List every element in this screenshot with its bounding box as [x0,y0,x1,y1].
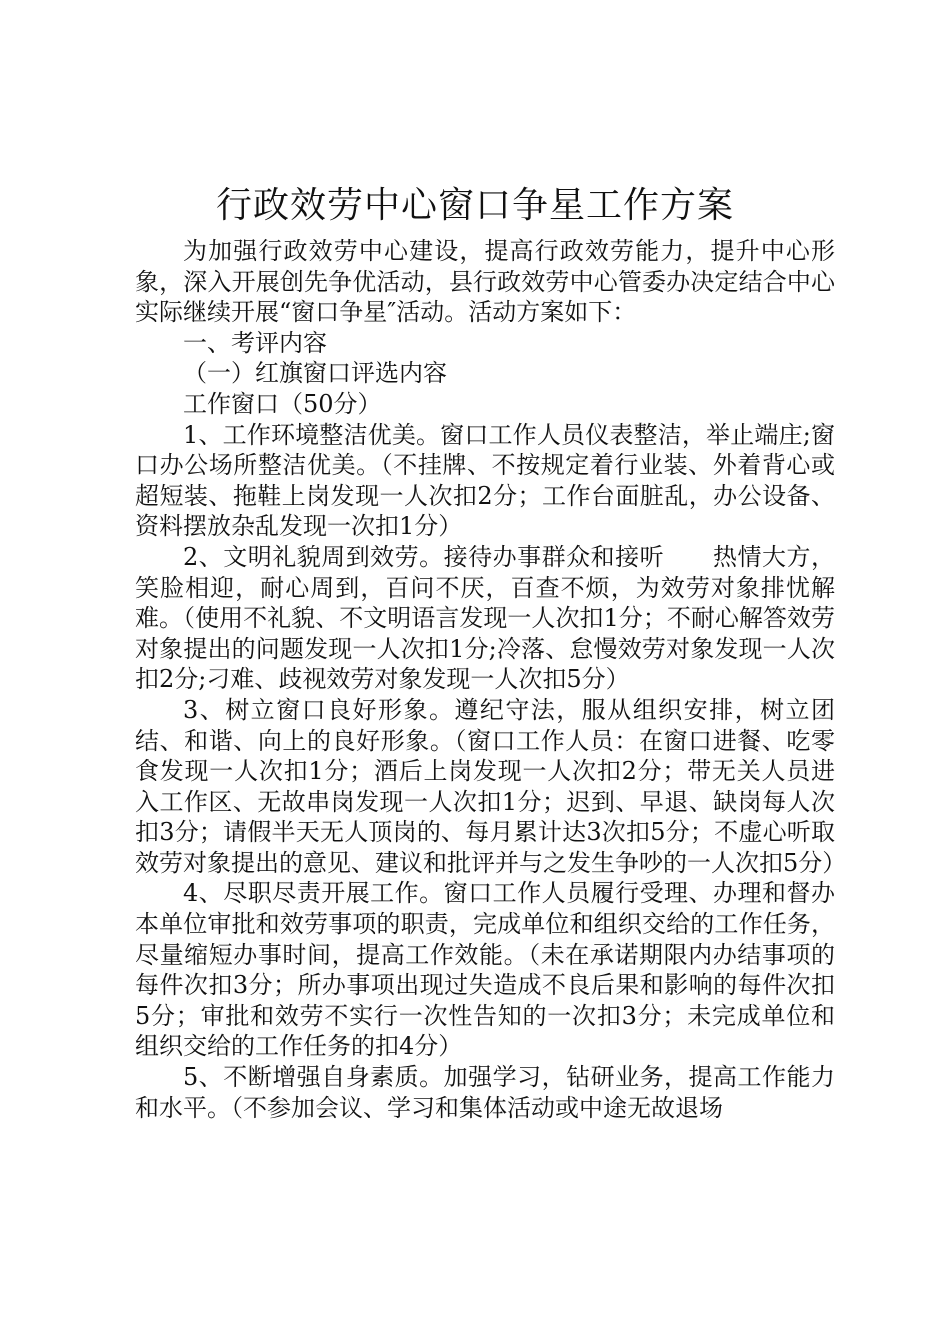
paragraph-item-1: 1、工作环境整洁优美。窗口工作人员仪表整洁，举止端庄;窗口办公场所整洁优美。（不挂牌、不按规定着行业装、外着背心或超短装、拖鞋上岗发现一人次扣2分；工作台面脏乱，办公设备、资料摆放杂乱发现一次扣1分） [135,420,835,541]
paragraph-intro: 为加强行政效劳中心建设，提高行政效劳能力，提升中心形象，深入开展创先争优活动，县行政效劳中心管委办决定结合中心实际继续开展“窗口争星″活动。活动方案如下： [135,237,835,327]
paragraph-item-4: 4、尽职尽责开展工作。窗口工作人员履行受理、办理和督办本单位审批和效劳事项的职责，完成单位和组织交给的工作任务，尽量缩短办事时间，提高工作效能。（未在承诺期限内办结事项的每件次扣3分；所办事项出现过失造成不良后果和影响的每件次扣5分；审批和效劳不实行一次性告知的一次扣3分；未完成单位和组织交给的工作任务的扣4分） [135,879,835,1061]
paragraph-item-3: 3、树立窗口良好形象。遵纪守法，服从组织安排，树立团结、和谐、向上的良好形象。（窗口工作人员：在窗口进餐、吃零食发现一人次扣1分；酒后上岗发现一人次扣2分；带无关人员进入工作区、无故串岗发现一人次扣1分；迟到、早退、缺岗每人次扣3分；请假半天无人顶岗的、每月累计达3次扣5分；不虚心听取效劳对象提出的意见、建议和批评并与之发生争吵的一人次扣5分） [135,695,847,877]
paragraph-item-2: 2、文明礼貌周到效劳。接待办事群众和接听 热情大方，笑脸相迎，耐心周到，百问不厌，百查不烦，为效劳对象排忧解难。（使用不礼貌、不文明语言发现一人次扣1分；不耐心解答效劳对象提出的问题发现一人次扣1分;冷落、怠慢效劳对象发现一人次扣2分;刁难、歧视效劳对象发现一人次扣5分） [135,542,835,694]
subsection-heading-red-flag: （一）红旗窗口评选内容 [183,359,447,388]
item-heading-work-window: 工作窗口（50分） [183,389,382,418]
paragraph-item-5: 5、不断增强自身素质。加强学习，钻研业务，提高工作能力和水平。（不参加会议、学习和集体活动或中途无故退场 [135,1063,835,1122]
document-body [135,236,847,1123]
document-title: 行政效劳中心窗口争星工作方案 [215,185,734,226]
section-heading-evaluation: 一、考评内容 [183,328,327,357]
